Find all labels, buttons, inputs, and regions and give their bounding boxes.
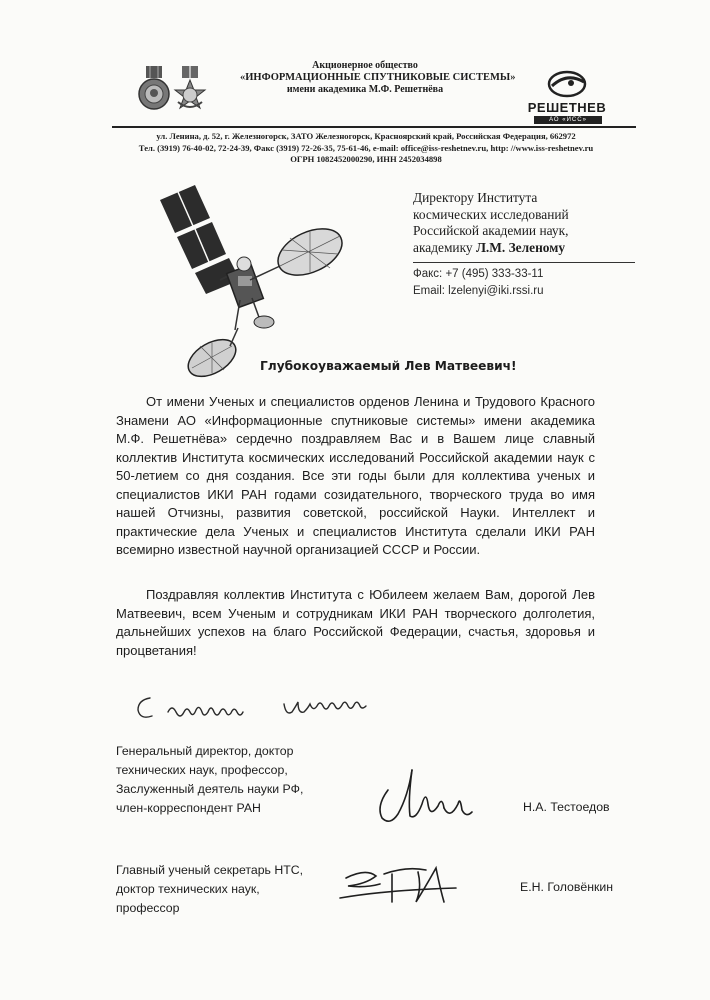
address-line: ул. Ленина, д. 52, г. Железногорск, ЗАТО Железногорск, Красноярский край, Российская Федерация, 662972 xyxy=(156,131,576,141)
title-line: член-корреспондент РАН xyxy=(116,801,261,815)
signer-name: Е.Н. Головёнкин xyxy=(520,880,614,894)
org-named-after: имени академика М.Ф. Решетнёва xyxy=(286,84,444,95)
recipient-name: Л.М. Зеленому xyxy=(475,239,566,255)
recipient-line xyxy=(413,240,633,257)
phone-line: Тел. (3919) 76-40-02, 72-24-39, Факс (3919) 72-26-35, 75-61-46, e-mail: office@iss-reshetnev.ru, http: //www.iss-reshetnev.ru xyxy=(138,142,594,153)
registration-ids: ОГРН 1082452000290, ИНН 2452034898 xyxy=(290,154,442,164)
header-divider xyxy=(112,126,636,128)
recipient-contacts xyxy=(413,266,544,300)
signatory-title-secretary xyxy=(116,861,303,918)
handwritten-signature xyxy=(368,760,478,832)
salutation: Глубокоуважаемый Лев Матвеевич! xyxy=(260,359,517,373)
recipient-divider xyxy=(413,262,635,263)
logo-subtext: АО «ИСС» xyxy=(534,116,602,124)
handwritten-closing xyxy=(134,690,394,726)
letter-paragraph: Поздравляя коллектив Института с Юбилеем желаем Вам, дорогой Лев Матвеевич, всем Ученым и сотрудникам ИКИ РАН творческого долголетия, дальнейших успехов на благо Российской Федерации, счастья, здоровья и процветания! xyxy=(116,587,595,658)
org-name: «ИНФОРМАЦИОННЫЕ СПУТНИКОВЫЕ СИСТЕМЫ» xyxy=(240,72,516,83)
title-line: Заслуженный деятель науки РФ, xyxy=(116,782,304,796)
satellite-illustration xyxy=(140,180,370,380)
recipient-block xyxy=(413,190,633,256)
recipient-line: космических исследований xyxy=(413,206,569,222)
title-line: доктор технических наук, xyxy=(116,882,260,896)
org-type: Акционерное общество xyxy=(312,60,418,71)
title-line: Генеральный директор, доктор xyxy=(116,744,294,758)
order-of-red-banner-medal-icon xyxy=(172,66,208,112)
recipient-line: Директору Института xyxy=(413,190,538,205)
recipient-fax: Факс: +7 (495) 333-33-11 xyxy=(413,268,544,280)
order-of-lenin-medal-icon xyxy=(136,66,172,112)
organization-header xyxy=(240,60,516,96)
recipient-line: Российской академии наук, xyxy=(413,223,569,238)
signer-name: Н.А. Тестоедов xyxy=(523,800,610,814)
contact-block xyxy=(136,131,596,166)
title-line: Главный ученый секретарь НТС, xyxy=(116,863,304,877)
handwritten-signature xyxy=(336,858,466,914)
title-line: профессор xyxy=(116,901,180,915)
recipient-title: академику xyxy=(413,239,476,255)
signatory-title-ceo xyxy=(116,742,303,818)
title-line: технических наук, профессор, xyxy=(116,763,288,777)
recipient-email: Email: lzelenyi@iki.rssi.ru xyxy=(413,285,544,297)
letter-paragraph: От имени Ученых и специалистов орденов Ленина и Трудового Красного Знамени АО «Информационные спутниковые системы» имени академика М.Ф. Решетнёва» сердечно поздравляем Вас и в Вашем лице славный коллектив Института космических исследований Российской академии наук с 50-летием со дня создания. Все эти годы были для коллектива ученых и специалистов ИКИ РАН годами созидательного, творческого труда во имя нашей Отчизны, развития советской, российской Науки. Интеллект и практические дела Ученых и специалистов Института сделали ИКИ РАН всемирно известной научной организацией СССР и России. xyxy=(116,394,595,557)
logo-text: РЕШЕТНЕВ xyxy=(527,100,607,115)
